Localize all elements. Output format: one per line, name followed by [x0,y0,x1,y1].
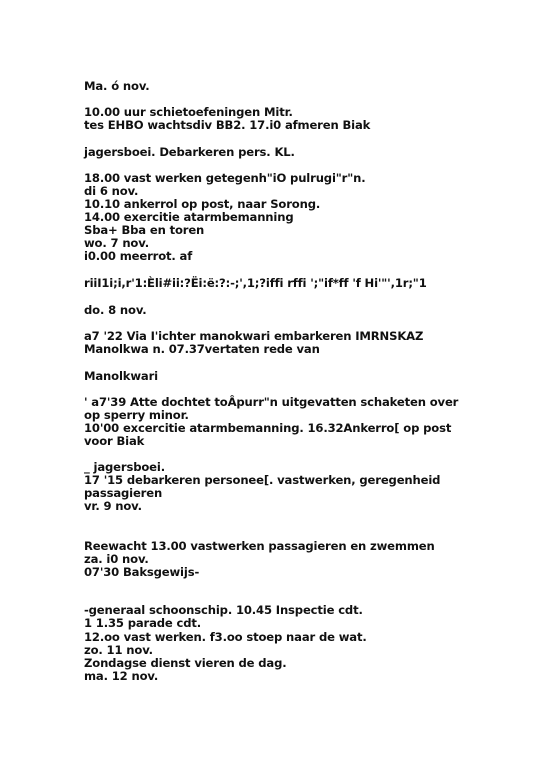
text-line: wo. 7 nov. [84,236,149,250]
text-line: ' a7'39 Atte dochtet toÂpurr"n uitgevatten schaketen over [84,395,459,409]
text-line: jagersboei. Debarkeren pers. KL. [84,145,295,159]
text-line: riiI1i;i,r'1:Èli#ii:?Ëi:ë:?:-;',1;?iffi rffi ';"if*ff 'f Hi'"',1r;"1 [84,276,427,290]
text-line: Ma. ó nov. [84,79,150,93]
text-line: Manolkwari [84,369,158,383]
text-line: op sperry minor. [84,408,189,422]
text-line: _ jagersboei. [84,460,165,474]
text-line: Reewacht 13.00 vastwerken passagieren en zwemmen [84,539,435,553]
text-line: 10'00 excercitie atarmbemanning. 16.32Ankerro[ op post [84,421,452,435]
text-line: Sba+ Bba en toren [84,223,205,237]
text-line: do. 8 nov. [84,303,147,317]
text-line: 1 1.35 parade cdt. [84,616,202,630]
text-line: i0.00 meerrot. af [84,249,193,263]
text-line: a7 '22 Via I'ichter manokwari embarkeren IMRNSKAZ [84,329,424,343]
text-line: 10.00 uur schietoefeningen Mitr. [84,105,293,119]
text-line: 07'30 Baksgewijs- [84,565,200,579]
text-line: voor Biak [84,434,145,448]
text-line: 17 '15 debarkeren personee[. vastwerken, geregenheid [84,473,441,487]
text-line: vr. 9 nov. [84,499,142,513]
text-line: di 6 nov. [84,184,139,198]
text-line: 12.oo vast werken. f3.oo stoep naar de wat. [84,630,367,644]
text-line: ma. 12 nov. [84,669,159,683]
text-line: -generaal schoonschip. 10.45 Inspectie cdt. [84,603,363,617]
text-line: 14.00 exercitie atarmbemanning [84,210,294,224]
text-line: 18.00 vast werken getegenh"iO pulrugi"r"n. [84,171,366,185]
text-line: passagieren [84,486,163,500]
text-line: za. i0 nov. [84,552,149,566]
text-line: 10.10 ankerrol op post, naar Sorong. [84,197,321,211]
text-line: tes EHBO wachtsdiv BB2. 17.i0 afmeren Biak [84,118,371,132]
text-line: Zondagse dienst vieren de dag. [84,656,287,670]
text-line: zo. 11 nov. [84,643,153,657]
text-line: Manolkwa n. 07.37vertaten rede van [84,342,320,356]
